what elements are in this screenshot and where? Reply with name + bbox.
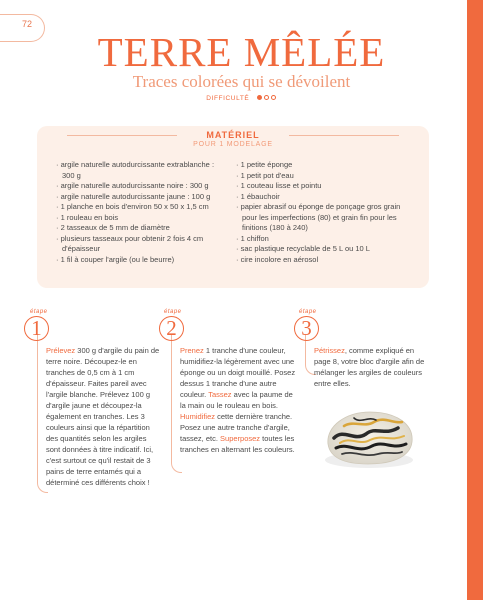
step-1-label: étape: [30, 309, 48, 315]
step-text-run: 300 g d'argile du pain de terre noire. Découpez-le en tranches de 0,5 cm à 1 cm d'épaisseur. Faites pareil avec l'argile blanche. Prélevez 100 g d'argile jaune et découpez-la également en tranches. Les 3 couleurs ainsi que la répartition des quantités selon les argiles sont données à titre indicatif. Ici, c'est surtout ce qu'il restait de 3 pains de terre entamés qui a déterminé ces différents choix !: [46, 346, 160, 487]
step-3-label: étape: [299, 309, 317, 315]
materials-item: · 1 petite éponge: [236, 160, 412, 171]
difficulty-dot: [271, 95, 276, 100]
difficulty-label: DIFFICULTÉ: [206, 95, 250, 103]
materials-panel: [37, 126, 429, 288]
step-action-word: Prenez: [180, 346, 204, 355]
materials-header: [37, 130, 429, 148]
step-2-text: [180, 345, 298, 455]
materials-item: · argile naturelle autodurcissante jaune : 100 g: [56, 192, 228, 203]
marbled-clay-photo: [314, 398, 424, 476]
page-subtitle: Traces colorées qui se dévoilent: [132, 72, 351, 91]
materials-item: · 1 planche en bois d'environ 50 x 50 x 1,5 cm: [56, 202, 228, 213]
materials-item: · 1 petit pot d'eau: [236, 171, 412, 182]
materials-item: · plusieurs tasseaux pour obtenir 2 fois 4 cm d'épaisseur: [56, 234, 228, 255]
materials-list-left: [56, 160, 228, 265]
step-1-number: 1: [24, 316, 49, 341]
step-action-word: Superposez: [220, 434, 261, 443]
materials-item: · 2 tasseaux de 5 mm de diamètre: [56, 223, 228, 234]
step-action-word: Prélevez: [46, 346, 76, 355]
materials-item: · sac plastique recyclable de 5 L ou 10 L: [236, 244, 412, 255]
step-action-word: Tassez: [208, 390, 232, 399]
page-number: 72: [22, 19, 33, 29]
materials-item: · 1 rouleau en bois: [56, 213, 228, 224]
materials-item: · argile naturelle autodurcissante extrablanche : 300 g: [56, 160, 228, 181]
difficulty-dot: [264, 95, 269, 100]
step-text-run: 1 tranche d'une couleur, humidifiez-la légèrement avec une éponge ou un doigt mouillé. Posez dessus 1 tranche d'une autre couleur.: [180, 346, 296, 399]
difficulty-dot: [257, 95, 262, 100]
materials-item: · argile naturelle autodurcissante noire : 300 g: [56, 181, 228, 192]
step-action-word: Humidifiez: [180, 412, 216, 421]
step-text-run: avec la paume de la main ou le rouleau en bois.: [180, 390, 293, 410]
materials-item: · 1 couteau lisse et pointu: [236, 181, 412, 192]
difficulty-dots: [256, 95, 277, 102]
materials-item: · cire incolore en aérosol: [236, 255, 412, 266]
materials-item: · papier abrasif ou éponge de ponçage gros grain pour les imperfections (80) et grain fin pour les finitions (180 à 240): [236, 202, 412, 234]
materials-list-right: [236, 160, 412, 265]
step-1-text: [46, 345, 162, 488]
marbled-clay-illustration: [314, 398, 424, 476]
difficulty-rating: [0, 95, 483, 102]
step-3-number: 3: [294, 316, 319, 341]
materials-subtitle: POUR 1 MODELAGE: [193, 141, 273, 148]
step-action-word: Pétrissez: [314, 346, 345, 355]
step-2-label: étape: [164, 309, 182, 315]
step-text-run: toutes les tranches en alternant les couleurs.: [180, 434, 295, 454]
step-text-run: cette dernière tranche. Posez une autre tranche d'argile, tassez, etc.: [180, 412, 293, 443]
step-3-text: [314, 345, 426, 389]
materials-item: · 1 chiffon: [236, 234, 412, 245]
materials-item: · 1 ébauchoir: [236, 192, 412, 203]
page-title: TERRE MÊLÉE: [97, 29, 386, 75]
step-2-number: 2: [159, 316, 184, 341]
materials-title: MATÉRIEL: [206, 130, 260, 140]
materials-item: · 1 fil à couper l'argile (ou le beurre): [56, 255, 228, 266]
step-text-run: , comme expliqué en page 8, votre bloc d'argile afin de mélanger les argiles de couleurs entre elles.: [314, 346, 425, 388]
